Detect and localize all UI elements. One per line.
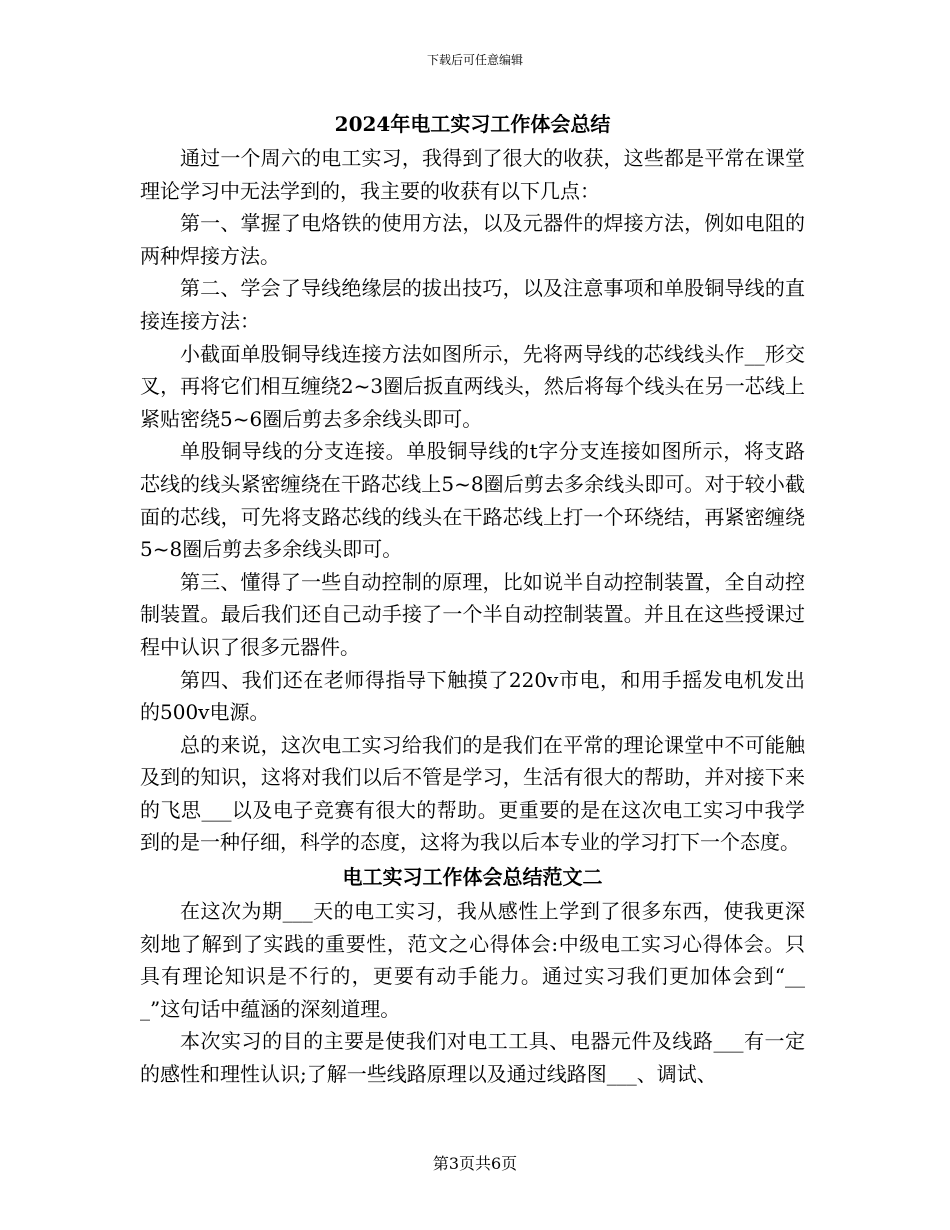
paragraph: 在这次为期___天的电工实习，我从感性上学到了很多东西，使我更深刻地了解到了实践的重要性，范文之心得体会:中级电工实习心得体会。只具有理论知识是不行的，更要有动手能力。通过实习我们更加体会到“___”这句话中蕴涵的深刻道理。 bbox=[140, 899, 805, 1021]
paragraph: 总的来说，这次电工实习给我们的是我们在平常的理论课堂中不可能触及到的知识，这将对我们以后不管是学习，生活有很大的帮助，并对接下来的飞思___以及电子竞赛有很大的帮助。更重要的是在这次电工实习中我学到的是一种仔细，科学的态度，这将为我以后本专业的学习打下一个态度。 bbox=[140, 732, 805, 855]
paragraph: 本次实习的目的主要是使我们对电工工具、电器元件及线路___有一定的感性和理性认识;了解一些线路原理以及通过线路图___、调试、 bbox=[140, 1029, 805, 1087]
paragraph: 第一、掌握了电烙铁的使用方法，以及元器件的焊接方法，例如电阻的两种焊接方法。 bbox=[140, 211, 805, 268]
paragraph: 第四、我们还在老师得指导下触摸了220v市电，和用手摇发电机发出的500v电源。 bbox=[140, 667, 805, 725]
document-body bbox=[140, 106, 805, 1091]
document-title: 2024年电工实习工作体会总结 bbox=[334, 112, 611, 136]
paragraph: 单股铜导线的分支连接。单股铜导线的t字分支连接如图所示，将支路芯线的线头紧密缠绕在干路芯线上5~8圈后剪去多余线头即可。对于较小截面的芯线，可先将支路芯线的线头在干路芯线上打一个环绕结，再紧密缠绕5~8圈后剪去多余线头即可。 bbox=[140, 439, 805, 562]
page-number: 第3页共6页 bbox=[432, 1154, 518, 1173]
paragraph: 小截面单股铜导线连接方法如图所示，先将两导线的芯线线头作__形交叉，再将它们相互缠绕2~3圈后扳直两线头，然后将每个线头在另一芯线上紧贴密绕5~6圈后剪去多余线头即可。 bbox=[140, 341, 805, 431]
section-title: 电工实习工作体会总结范文二 bbox=[342, 865, 603, 890]
paragraph: 通过一个周六的电工实习，我得到了很大的收获，这些都是平常在课堂理论学习中无法学到的，我主要的收获有以下几点： bbox=[140, 146, 805, 203]
header-note: 下载后可任意编辑 bbox=[426, 53, 523, 67]
paragraph: 第二、学会了导线绝缘层的拔出技巧，以及注意事项和单股铜导线的直接连接方法： bbox=[140, 276, 805, 333]
paragraph: 第三、懂得了一些自动控制的原理，比如说半自动控制装置，全自动控制装置。最后我们还自己动手接了一个半自动控制装置。并且在这些授课过程中认识了很多元器件。 bbox=[140, 569, 805, 659]
